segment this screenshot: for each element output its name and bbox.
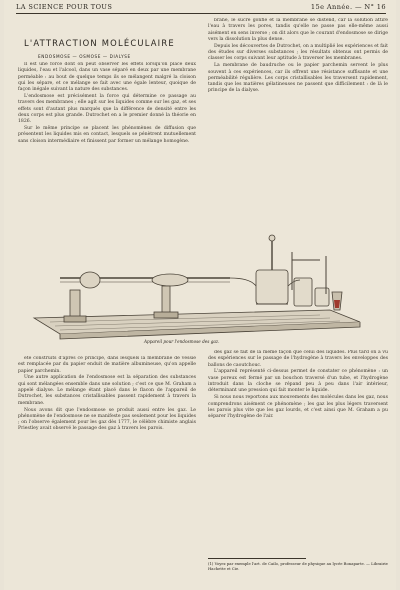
paragraph: été construits d'après ce principe, dans lesquels la membrane de vessie est remplacée par du papier enduit de matière albumineuse, qu'on appelle papier parchemin.: [18, 356, 196, 374]
endosmosis-apparatus-engraving: [30, 230, 364, 340]
paragraph: L'endosmose est précisément la force qui détermine ce passage au travers des membranes ; elle agit sur les liquides comme sur les gaz, et ses effets sont d'autant plus marqués que la différence de densité entre les deux corps est plus grande. Dutrochet en a le premier donné la théorie en 1826.: [18, 94, 196, 125]
paragraph: L'appareil représenté ci-dessus permet de constater ce phénomène : un vase poreux est fermé par un bouchon traversé d'un tube, et l'hydrogène introduit dans la cloche se répand peu à peu dans l'air intérieur, déterminant une pression qui fait monter le liquide.: [208, 369, 388, 394]
paragraph: Depuis les découvertes de Dutrochet, on a multiplié les expériences et fait des études sur diverses substances ; les résultats obtenus ont permis de classer les corps suivant leur aptitude à traverser les membranes.: [208, 43, 388, 62]
column-left-top: [18, 62, 196, 224]
paragraph: Une autre application de l'endosmose est la séparation des substances qui sont mélangées ensemble dans une solution ; c'est ce que M. Graham a appelé dialyse. Le mélange étant placé dans le flacon de l'appareil de Dutrochet, les substances cristallisables passent rapidement à travers la membrane.: [18, 375, 196, 406]
article-title: L'ATTRACTION MOLÉCULAIRE: [24, 38, 175, 48]
paragraph: Si nous nous reportons aux mouvements des molécules dans les gaz, nous comprendrons aisément ce phénomène ; les gaz les plus légers traversent les parois plus vite que les gaz lourds, et c'est ainsi que M. Graham a pu séparer l'hydrogène de l'air.: [208, 395, 388, 420]
running-header: [16, 2, 386, 12]
paragraph: La membrane de baudruche ou le papier parchemin servent le plus souvent à ces expériences, car ils offrent une résistance suffisante et une perméabilité régulière. Les corps cristallisables les traversent rapidement, tandis que les matières gélatineuses ne passent que difficilement : de là le principe de la dialyse.: [208, 63, 388, 94]
article-subtitle: ENDOSMOSE — OSMOSE — DIALYSE: [38, 54, 131, 59]
column-right-bottom: [208, 350, 388, 556]
column-right-top: [208, 18, 388, 224]
paragraph: brane, le sucre gonfle et la membrane se distend, car la solution attire l'eau à travers les pores, tandis qu'elle ne passe pas elle-même aussi aisément en sens inverse ; on dit alors que le courant d'endosmose se dirige vers la dissolution la plus dense.: [208, 18, 388, 42]
header-rule: [16, 13, 386, 14]
header-issue: 15e Année. — N° 16: [310, 3, 386, 11]
header-publication: LA SCIENCE POUR TOUS: [16, 3, 113, 11]
newspaper-page: [4, 0, 396, 590]
footnote: (1) Voyez par exemple l'art. de Cailo, professeur de physique au lycée Bonaparte. — Librairie Hachette et Cie.: [208, 561, 388, 571]
paragraph: des gaz se fait de la même façon que celui des liquides. Plus tard on a vu des expériences sur le passage de l'hydrogène à travers les enveloppes des ballons de caoutchouc.: [208, 350, 388, 368]
paragraph: Il est une force dont on peut observer les effets lorsqu'on place deux liquides, l'eau et l'alcool, dans un vase séparé en deux par une membrane perméable : au bout de quelque temps ils se mélangent malgré la cloison qui les sépare, et ce mélange se fait avec une égale lenteur, quoique de façon inégale suivant la nature des substances.: [18, 62, 196, 93]
footnote-rule: [208, 558, 306, 559]
column-left-bottom: [18, 356, 196, 588]
figure-caption: Appareil pour l'endosmose des gaz.: [144, 339, 220, 344]
paragraph: Nous avons dit que l'endosmose se produit aussi entre les gaz. Le phénomène de l'endosmose ne se manifeste pas seulement pour les liquides ; on l'observe également pour les gaz dès 1777, le célèbre chimiste anglais Priestley avait observé le passage des gaz à travers les parois.: [18, 407, 196, 432]
paragraph: Sur le même principe se placent les phénomènes de diffusion que présentent les liquides mis en contact, lesquels se pénètrent mutuellement sans cloison intermédiaire et finissent par former un mélange homogène.: [18, 126, 196, 144]
